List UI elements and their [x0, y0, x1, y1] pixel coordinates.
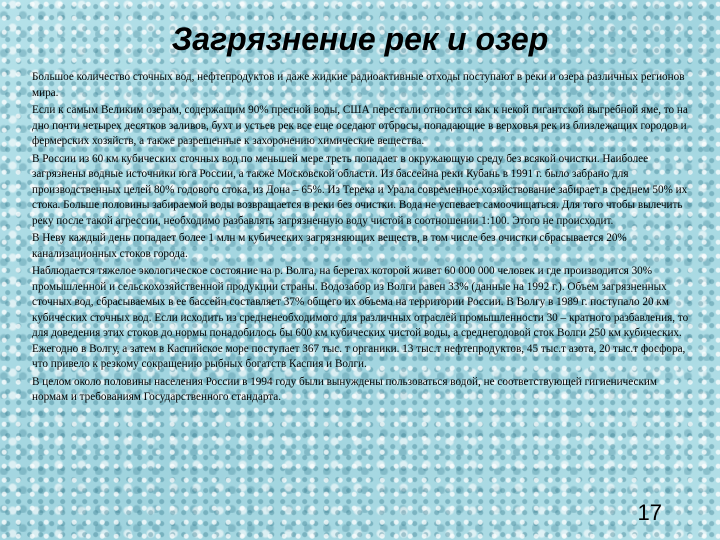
paragraph-great-lakes: Если к самым Великим озерам, содержащим 90% пресной воды, США перестали относится как к некой гигантской выгребной яме, то на дно почти четырех десятков заливов, бухт и устьев рек все еще оседают отбросы, попадающие в верховья рек из близлежащих городов и фермерских хозяйств, а также разрешенные к захоронению химические вещества.: [32, 104, 688, 147]
slide-body: [32, 70, 692, 408]
paragraph-neva: В Неву каждый день попадает более 1 млн м кубических загрязняющих веществ, в том числе без очистки сбрасывается 20% канализационных стоков города.: [32, 232, 627, 260]
slide-title: Загрязнение рек и озер: [171, 21, 549, 57]
paragraph-volga: Наблюдается тяжелое экологическое состояние на р. Волга, на берегах которой живет 60 000 000 человек и где производится 30% промышленной и сельскохозяйственной продукции страны. Водозабор из Волги равен 33% (данные на 1992 г.). Объем загрязненных сточных вод, сбрасываемых в ее бассейн составляет 37% общего их объема на территории России. В Волгу в 1989 г. поступало 20 км кубических сточных вод. Если исходить из средненеобходимого для различных отраслей промышленности 30 – кратного разбавления, то для доведения этих стоков до нормы понадобилось бы 600 км кубических чистой воды, а среднегодовой сток Волги 250 км кубических. Ежегодно в Волгу, а затем в Каспийское море поступает 367 тыс. т органики. 13 тыс.т нефтепродуктов, 45 тыс.т азота, 20 тыс.т фосфора, что привело к резкому сокращению рыбных богатств Каспия и Волги.: [32, 265, 689, 370]
paragraph-conclusion: В целом около половины населения России в 1994 году были вынуждены пользоваться водой, не соответствующей гигиеническим нормам и требованиям Государственного стандарта.: [32, 375, 657, 403]
paragraph-pollution-intro: Большое количество сточных вод, нефтепродуктов и даже жидкие радиоактивные отходы поступают в реки и озера различных регионов мира.: [32, 71, 685, 99]
page-number: 17: [637, 500, 662, 525]
paragraph-russia-wastewater: В России из 60 км кубических сточных вод по меньшей мере треть попадает в окружающую среду без всякой очистки. Наиболее загрязнены водные источники юга России, а также Московской области. Из бассейна реки Кубань в 1991 г. было забрано для производственных целей 80% годового стока, из Дона – 65%. Из Терека и Урала современное хозяйствование забирает в среднем 50% их стока. Больше половины забираемой воды возвращается в реки без очистки. Вода не успевает самоочищаться. Для того чтобы вылечить реку после такой агрессии, необходимо разбавлять загрязненную воду чистой в соотношении 1:100. Этого не происходит.: [32, 152, 688, 227]
